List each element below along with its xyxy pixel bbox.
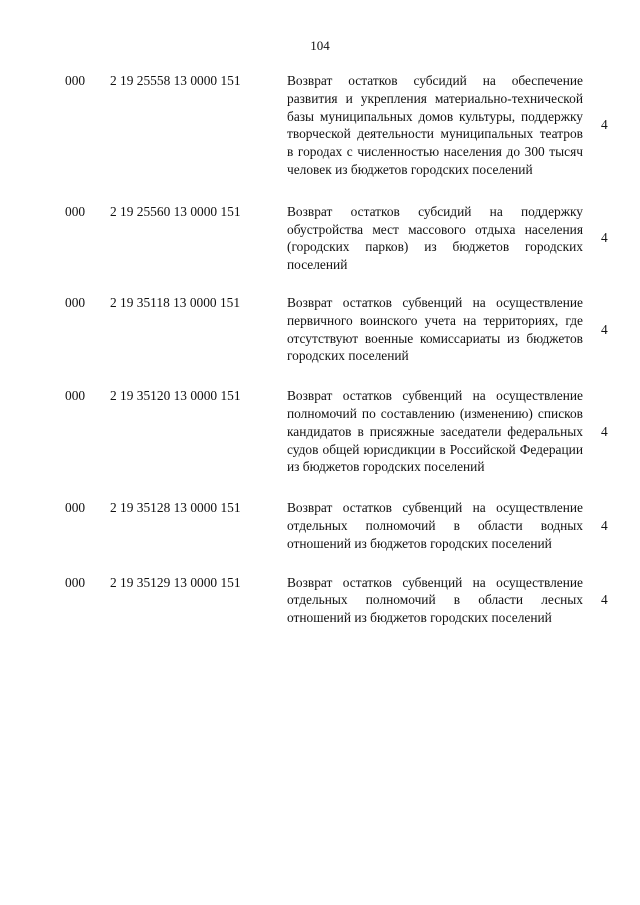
admin-code-cell: 000 [65,294,86,310]
description-cell: Возврат остатков субвенций на осуществление отдельных полномочий в области лесных отношений из бюджетов городских поселений [287,574,583,626]
table-row [0,574,640,627]
description-cell: Возврат остатков субсидий на обеспечение развития и укрепления материально-технической базы муниципальных домов культуры, поддержку творческой деятельности муниципальных театров в городах с численностью населения до 300 тысяч человек из бюджетов городских поселений [287,73,583,177]
value-cell: 4 [601,592,608,608]
budget-code-cell: 2 19 25558 13 0000 151 [110,73,241,88]
admin-code-cell: 000 [65,73,86,88]
table-row [0,499,640,552]
description-cell: Возврат остатков субвенций на осуществление первичного воинского учета на территориях, где отсутствуют военные комиссариаты из бюджетов городских поселений [287,294,583,364]
budget-code-cell: 2 19 35129 13 0000 151 [110,574,241,590]
admin-code-cell: 000 [65,388,86,404]
value-cell: 4 [601,321,608,337]
budget-code-cell: 2 19 35118 13 0000 151 [110,294,241,310]
value-cell: 4 [601,517,608,533]
budget-code-cell: 2 19 25560 13 0000 151 [110,203,241,219]
admin-code-cell: 000 [65,574,86,590]
admin-code-cell: 000 [65,203,86,219]
budget-code-cell: 2 19 35120 13 0000 151 [110,388,241,404]
description-cell: Возврат остатков субвенций на осуществление полномочий по составлению (изменению) списков кандидатов в присяжные заседатели федеральных судов общей юрисдикции в Российской Федерации из бюджетов городских поселений [287,388,583,475]
page-number: 104 [310,38,330,53]
budget-code-cell: 2 19 35128 13 0000 151 [110,500,241,516]
table-row [0,72,640,179]
value-cell: 4 [601,117,608,133]
description-cell: Возврат остатков субсидий на поддержку обустройства мест массового отдыха населения (городских парков) из бюджетов городских поселений [287,203,583,273]
value-cell: 4 [601,230,608,246]
table-row [0,203,640,274]
budget-code-table [0,72,640,627]
value-cell: 4 [601,423,608,439]
admin-code-cell: 000 [65,500,86,516]
table-row [0,387,640,476]
table-row [0,294,640,365]
description-cell: Возврат остатков субвенций на осуществление отдельных полномочий в области водных отношений из бюджетов городских поселений [287,500,583,551]
